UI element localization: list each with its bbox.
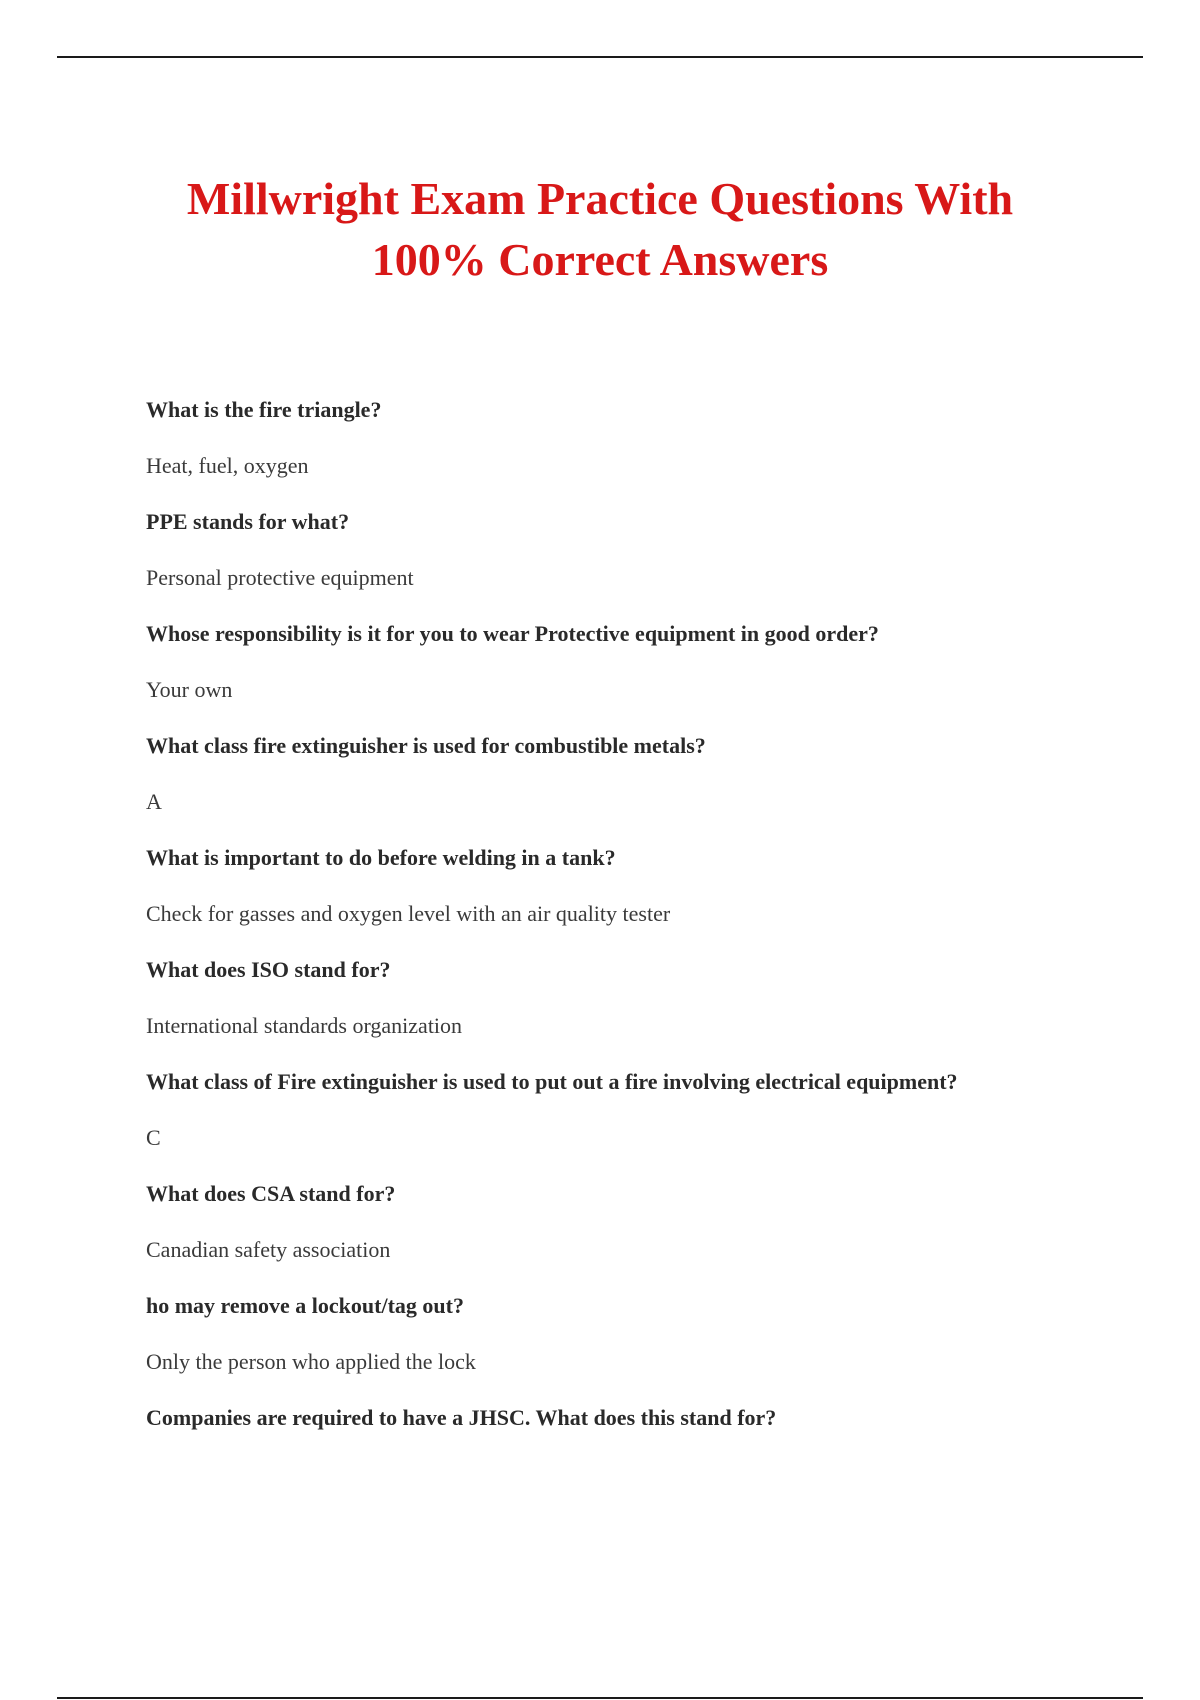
document-title xyxy=(0,168,1200,290)
answer-text: Personal protective equipment xyxy=(146,565,414,590)
qa-item xyxy=(146,955,1106,1041)
answer-text: Canadian safety association xyxy=(146,1237,391,1262)
title-line-1: Millwright Exam Practice Questions With xyxy=(186,173,1014,224)
question-text: Companies are required to have a JHSC. What does this stand for? xyxy=(146,1405,777,1430)
qa-item xyxy=(146,507,1106,593)
qa-list xyxy=(146,395,1106,1459)
question-text: What class fire extinguisher is used for combustible metals? xyxy=(146,733,706,758)
qa-item xyxy=(146,619,1106,705)
qa-item xyxy=(146,843,1106,929)
question-text: ho may remove a lockout/tag out? xyxy=(146,1293,464,1318)
bottom-rule xyxy=(57,1697,1143,1699)
answer-text: Heat, fuel, oxygen xyxy=(146,453,309,478)
question-text: Whose responsibility is it for you to wear Protective equipment in good order? xyxy=(146,621,879,646)
top-rule xyxy=(57,56,1143,58)
answer-text: Your own xyxy=(146,677,233,702)
answer-text: Only the person who applied the lock xyxy=(146,1349,476,1374)
qa-item xyxy=(146,395,1106,481)
qa-item xyxy=(146,1403,1106,1433)
question-text: What is the fire triangle? xyxy=(146,397,382,422)
answer-text: C xyxy=(146,1125,161,1150)
qa-item xyxy=(146,1179,1106,1265)
question-text: What does ISO stand for? xyxy=(146,957,391,982)
question-text: What is important to do before welding in a tank? xyxy=(146,845,616,870)
answer-text: International standards organization xyxy=(146,1013,463,1038)
answer-text: Check for gasses and oxygen level with an air quality tester xyxy=(146,901,671,926)
qa-item xyxy=(146,1291,1106,1377)
qa-item xyxy=(146,731,1106,817)
qa-item xyxy=(146,1067,1106,1153)
answer-text: A xyxy=(146,789,162,814)
question-text: What does CSA stand for? xyxy=(146,1181,396,1206)
question-text: What class of Fire extinguisher is used to put out a fire involving electrical equipment? xyxy=(146,1069,958,1094)
title-line-2: 100% Correct Answers xyxy=(371,234,829,285)
question-text: PPE stands for what? xyxy=(146,509,350,534)
